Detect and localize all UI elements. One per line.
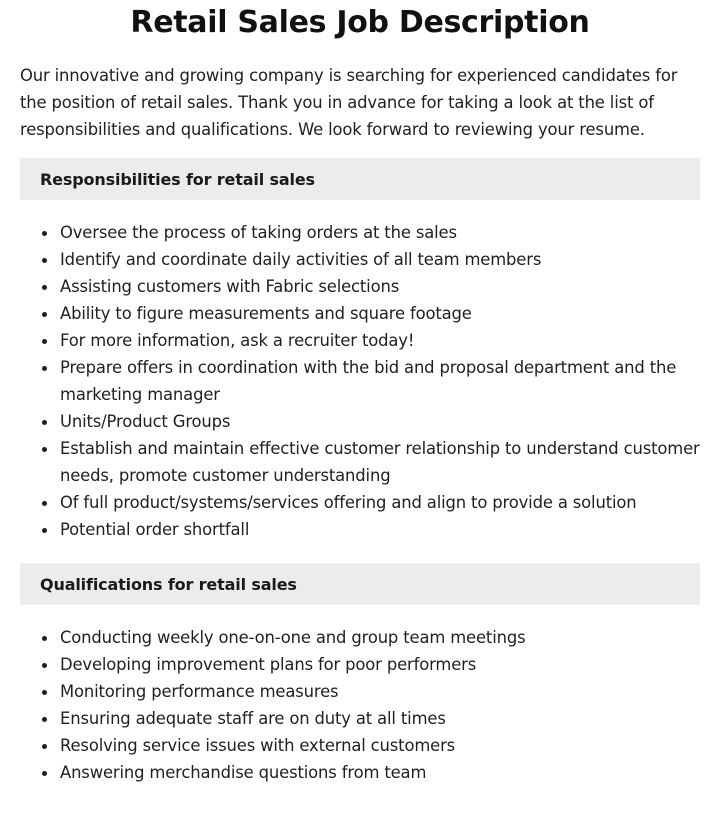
list-item: Of full product/systems/services offering and align to provide a solution [60,489,700,516]
page-title: Retail Sales Job Description [130,5,590,40]
list-item: Assisting customers with Fabric selections [60,273,700,300]
list-item: Ensuring adequate staff are on duty at all times [60,705,700,732]
qualifications-heading: Qualifications for retail sales [40,574,297,594]
list-item: Prepare offers in coordination with the bid and proposal department and the marketing manager [60,354,700,408]
intro-paragraph: Our innovative and growing company is searching for experienced candidates for the position of retail sales. Thank you in advance for taking a look at the list of responsibilities and qualifications. We look forward to reviewing your resume. [20,66,678,139]
qualifications-header [20,563,700,605]
list-item: Potential order shortfall [60,516,700,543]
responsibilities-header [20,158,700,200]
responsibilities-heading: Responsibilities for retail sales [40,169,315,189]
responsibilities-list [20,219,700,543]
list-item: Monitoring performance measures [60,678,700,705]
list-item: Establish and maintain effective customer relationship to understand customer needs, promote customer understanding [60,435,700,489]
list-item: Resolving service issues with external customers [60,732,700,759]
list-item: For more information, ask a recruiter today! [60,327,700,354]
qualifications-list [20,624,700,786]
list-item: Answering merchandise questions from team [60,759,700,786]
list-item: Ability to figure measurements and square footage [60,300,700,327]
list-item: Developing improvement plans for poor performers [60,651,700,678]
list-item: Identify and coordinate daily activities of all team members [60,246,700,273]
list-item: Conducting weekly one-on-one and group team meetings [60,624,700,651]
list-item: Units/Product Groups [60,408,700,435]
list-item: Oversee the process of taking orders at the sales [60,219,700,246]
